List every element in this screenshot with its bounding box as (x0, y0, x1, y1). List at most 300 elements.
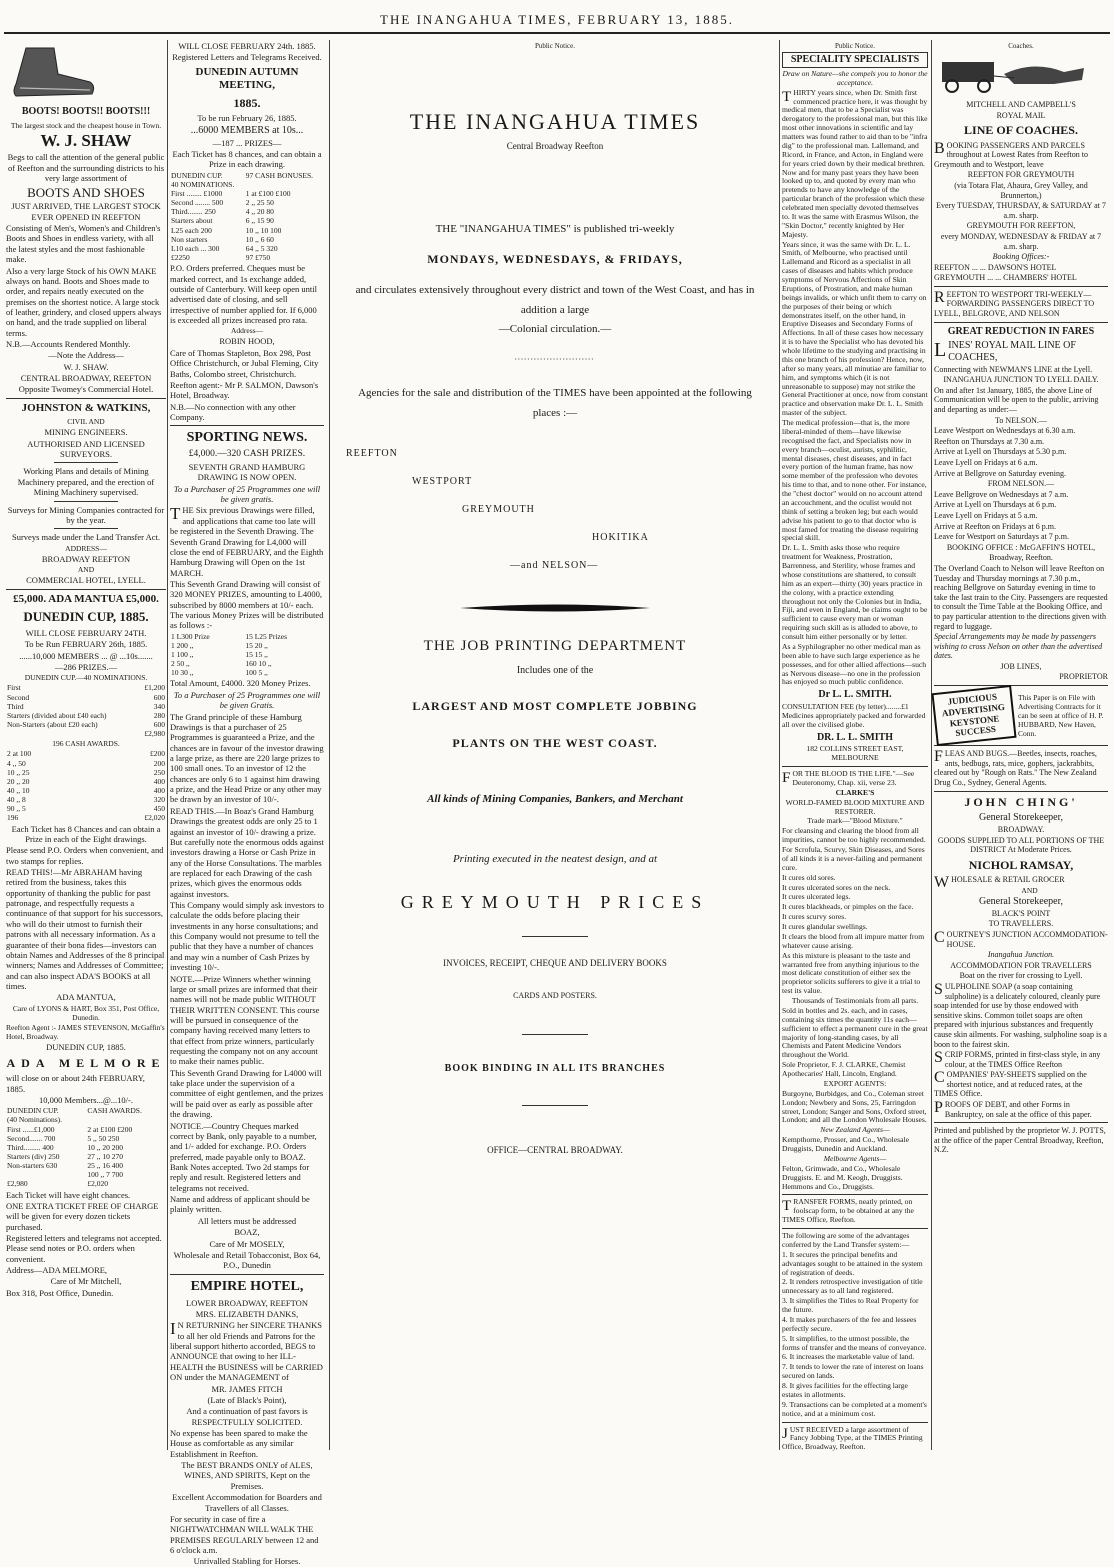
cell: 15 L25 Prizes (245, 631, 287, 641)
sn-read: READ THIS.—In Boaz's Grand Hamburg Drawings the greatest odds are only 25 to 1 against an investor of 10/- drawing a prize. But carefully note the enormous odds against investors drawing a Horse or Cash Prize in any of the Horse Consultations. The marbles are replaced for each Drawing of the cash prizes, which gives the enormous odds against investors. (170, 805, 324, 899)
list-item: It cures old sores. (782, 872, 836, 882)
dunedin-cup-heading: DUNEDIN CUP, 1885. (23, 609, 149, 625)
jw-surveys: Surveys for Mining Companies contracted for by the year. (7, 504, 165, 525)
am-addr: Address—ADA MELMORE, (6, 1265, 108, 1276)
cell: Second....... 700 (7, 1133, 56, 1143)
excellent: Excellent Accommodation for Boarders and Travellers of all Classes. (172, 1492, 322, 1513)
jw-address: ADDRESS— (65, 543, 107, 553)
table-row (6, 1143, 166, 1152)
cell: 196 (7, 813, 19, 823)
best: The BEST BRANDS ONLY of ALES, WINES, AND SPIRITS, Kept on the Premises. (181, 1460, 313, 1491)
job-plants: PLANTS ON THE WEST COAST. (452, 735, 658, 750)
consisting: Consisting of Men's, Women's and Children's Boots and Shoes in endless variety, with all the latest styles and the most fashionable make. (6, 223, 161, 265)
da-members: ...6000 MEMBERS at 10s... (190, 124, 304, 136)
empire-sub: LOWER BROADWAY, REEFTON (186, 1297, 308, 1308)
cell: Non-Starters (about £20 each) (7, 720, 98, 730)
clarke-prop: Sole Proprietor, F. J. CLARKE, Chemist Apothecaries' Hall, Lincoln, England. (782, 1060, 906, 1078)
cell: 10 ,, 6 60 (245, 234, 274, 244)
cell: 64 ,, 5 320 (245, 243, 278, 253)
fleas: FLEAS AND BUGS.—Beetles, insects, roaches, ants, bedbugs, rats, mice, gophers, jackrabbits, cleared out by "Rough on Rats." The New Zealand Drug Co., Sydney, General Agents. (934, 748, 1097, 788)
times-days: MONDAYS, WEDNESDAYS, & FRIDAYS, (427, 252, 683, 267)
fitch-late: (Late of Black's Point), (207, 1394, 287, 1405)
table-row (170, 668, 324, 677)
da-each: Each Ticket has 8 chances, and can obtain a Prize in each drawing. (172, 149, 322, 170)
cell: 2 ,, 25 50 (245, 198, 274, 208)
am-reg: Registered letters and telegrams not accepted. Please send notes or P.O. orders when convenient. (6, 1233, 162, 1264)
times-agencies: Agencies for the sale and distribution of the TIMES have been appointed at the following places :— (358, 387, 752, 419)
dc-care: Care of LYONS & HART, Box 351, Post Office, Dunedin. (12, 1003, 160, 1022)
cell: 27 ,, 10 270 (87, 1152, 124, 1161)
danks-body: IN RETURNING her SINCERE THANKS to all her old Friends and Patrons for the liberal support hitherto accorded, BEGS to ANNOUNCE that owing to her ILL-HEALTH the BUSINESS will be CARRIED ON under the MANAGEMENT of (170, 1319, 323, 1383)
dr-smith-addr: 182 COLLINS STREET EAST, MELBOURNE (806, 744, 904, 763)
divider (522, 1105, 588, 1106)
cell: 1 200 ,, (171, 640, 194, 650)
sn-care: Care of Mr MOSELY, (209, 1238, 285, 1249)
coach-illustration-icon (934, 54, 1094, 94)
divider (170, 1274, 324, 1275)
cell: Starters about (171, 216, 213, 226)
dc-closes: WILL CLOSE FEBRUARY 24TH. (25, 627, 147, 638)
empire-heading: EMPIRE HOTEL, (190, 1278, 304, 1294)
table-row (170, 253, 324, 262)
column-divider (167, 40, 168, 1450)
reefton-for-body: (via Totara Flat, Ahaura, Grey Valley, and Brunnerton,) (954, 180, 1088, 200)
job-cards: CARDS AND POSTERS. (513, 991, 597, 1001)
coaches-label: Coaches. (1008, 42, 1034, 50)
da-heading: DUNEDIN AUTUMN MEETING, (195, 65, 299, 92)
fitch-cont: And a continuation of past favors is RESPECTFULLY SOLICITED. (186, 1406, 308, 1427)
list-item: Leave Bellgrove on Wednesdays at 7 a.m. (934, 489, 1069, 499)
divider (6, 398, 166, 399)
cell: Second (7, 692, 30, 702)
cell: 400 (153, 786, 165, 795)
sn-all: All letters must be addressed (197, 1215, 297, 1226)
scrip-forms: SCRIP FORMS, printed in first-class style, in any colour, at the TIMES Office Reefton (934, 1049, 1101, 1069)
table-row (6, 1161, 166, 1170)
list-item: 8. It gives facilities for the effecting large estates in allotments. (782, 1381, 908, 1399)
nz-heading: New Zealand Agents— (820, 1125, 890, 1135)
list-item: 9. Transactions can be completed at a moment's notice, and at a minimum cost. (782, 1399, 927, 1418)
cell: 2 50 ,, (171, 659, 190, 669)
greymouth-prices: GREYMOUTH PRICES (400, 892, 710, 912)
reefton-for: REEFTON FOR GREYMOUTH (967, 170, 1075, 180)
list-item: It cures blackheads, or pimples on the face. (782, 902, 914, 912)
da-nb: N.B.—No connection with any other Company. (170, 401, 296, 422)
cell: Second ........ 500 (171, 198, 224, 208)
table-row (170, 235, 324, 244)
cell (245, 180, 324, 189)
connecting: Connecting with NEWMAN'S LINE at the Lyell. (934, 364, 1093, 374)
list-item: 6. It increases the marketable value of land. (782, 1352, 915, 1362)
royal-mail: ROYAL MAIL (996, 110, 1046, 120)
boot-illustration-icon (6, 44, 98, 100)
job-office: OFFICE—CENTRAL BROADWAY. (487, 1144, 623, 1155)
da-reg: Registered Letters and Telegrams Received. (172, 52, 322, 63)
table-row (6, 804, 166, 813)
sn-seventh: SEVENTH GRAND HAMBURG DRAWING IS NOW OPEN. (188, 462, 306, 483)
cell: 6 ,, 15 90 (245, 216, 274, 226)
nichol-heading: NICHOL RAMSAY, (968, 857, 1074, 872)
list-item: Leave Lyell on Fridays at 6 a.m. (934, 458, 1038, 467)
from-nelson: FROM NELSON.— (987, 479, 1055, 489)
da-care: Care of Thomas Stapleton, Box 298, Post Office Christchurch, or Jubal Fleming, City Baths, Colombo street, Christchurch. (170, 347, 319, 379)
list-item: Leave Westport on Wednesdays at 6.30 a.m. (934, 426, 1076, 436)
cell: Third........ 250 (171, 207, 216, 217)
dc-table-1 (6, 683, 166, 738)
table-row (6, 683, 166, 692)
boat: Boat on the river for crossing to Lyell. (959, 971, 1083, 981)
grey-for-body: every MONDAY, WEDNESDAY & FRIDAY at 7 a.m. sharp. (940, 231, 1102, 251)
table-row (6, 813, 166, 822)
junction-daily: INANGAHUA JUNCTION TO LYELL DAILY. (943, 375, 1099, 385)
nb-accounts: N.B.—Accounts Rendered Monthly. (6, 339, 131, 350)
da-prizes: —187 ... PRIZES— (212, 137, 282, 148)
divider (54, 501, 118, 502)
cell: L25 each 200 (171, 225, 212, 235)
cell: 97 CASH BONUSES. (245, 170, 314, 180)
list-item: It cures scurvy sores. (782, 912, 847, 922)
special: Special Arrangements may be made by passengers wishing to cross Nelson on other than the advertised dates. (934, 632, 1103, 661)
dc-run: To be Run FEBRUARY 26th, 1885. (24, 639, 148, 650)
cell: 40 ,, 8 (7, 795, 26, 805)
jw-commercial: COMMERCIAL HOTEL, LYELL. (26, 575, 146, 586)
cell: L10 each ... 300 (171, 243, 220, 253)
sn-principle: The Grand principle of these Hamburg Drawings is that a purchaser of 25 Programmes is guaranteed a Prize, and the chances are in favour of the investor drawing a large prize, as there are 220 large prizes to 100 small ones. To an investor of 12 the chances are only 6 to 1 against him drawing a prize, and the Head Prize or any other may be drawn by an investor of 10/-. (170, 711, 324, 805)
masthead-text: THE INANGAHUA TIMES, FEBRUARY 13, 1885. (380, 12, 734, 27)
ada-banner: £5,000. ADA MANTUA £5,000. (13, 592, 159, 605)
dc-members: ......10,000 MEMBERS ... @ ...10s....... (19, 650, 153, 661)
divider (522, 936, 588, 937)
sn-note: NOTE.—Prize Winners whether winning large or small prizes are informed that their names will not be made public WITHOUT THEIR WRITTEN CONSENT. This course will be pursued in consequence of the company having received many letters to that effect from prize winners, particularly requesting the company not on any account to make their names public. (170, 973, 320, 1067)
list-item: 2. It renders retrospective investigation of title unnecessary as to all land registered. (782, 1277, 923, 1296)
export-heading: EXPORT AGENTS: (823, 1078, 887, 1088)
sn-seventh2: This Seventh Grand Drawing for L4000 will take place under the supervision of a committee of eight gentlemen, and the prizes will be paid over as early as possible after the drawing. (170, 1067, 324, 1120)
cell (6, 1170, 86, 1179)
clarke-mixture: WORLD-FAMED BLOOD MIXTURE AND RESTORER. (785, 797, 925, 816)
da-table (170, 171, 324, 262)
office-2: GREYMOUTH ... ... CHAMBERS' HOTEL (934, 273, 1077, 283)
list-item: 4. It makes purchasers of the fee and lessees perfectly secure. (782, 1314, 917, 1333)
list-item: Arrive at Lyell on Thursdays at 6 p.m. (934, 500, 1057, 510)
companies-pay-sheets: COMPANIES' PAY-SHEETS supplied on the shortest notice, and at reduced rates, at the TIMES Office. (934, 1069, 1087, 1099)
am-care: Care of Mr Mitchell, (50, 1276, 122, 1287)
times-published: THE "INANGAHUA TIMES" is published tri-weekly (435, 223, 675, 236)
am-box: Box 318, Post Office, Dunedin. (6, 1287, 114, 1298)
job-invoices: INVOICES, RECEIPT, CHEQUE AND DELIVERY BOOKS (443, 957, 667, 968)
list-item: 1. It secures the principal benefits and advantages sought to be attained in the system of registration of deeds. (782, 1249, 923, 1277)
divider (782, 766, 928, 767)
divider (782, 1422, 928, 1423)
sn-company: This Company would simply ask investors to calculate the odds before placing their investments in any horse consultations; and this Company would not presume to tell the public that they have a number of chances and may win a number of Cash Prizes by investing 10/-. (170, 900, 324, 973)
cell: 5 ,, 50 250 (87, 1133, 120, 1143)
clarke-name: CLARKE'S (835, 787, 875, 797)
da-year: 1885. (233, 95, 261, 110)
table-row (170, 226, 324, 235)
dc-noms: DUNEDIN CUP.—40 NOMINATIONS. (24, 673, 148, 683)
table-row (170, 641, 324, 650)
times-circulates: and circulates extensively throughout every district and town of the West Coast, and has in addition a large (355, 283, 755, 316)
list-item: It clears the blood from all impure matter from whatever cause arising. (782, 931, 925, 950)
cell: 15 15 ,, (245, 650, 268, 660)
job-largest: LARGEST AND MOST COMPLETE JOBBING (412, 699, 698, 714)
cell: 200 (153, 758, 165, 768)
da-address: Address— (230, 326, 264, 336)
job-binding: BOOK BINDING IN ALL ITS BRANCHES (444, 1062, 666, 1074)
sporting-heading: SPORTING NEWS. (186, 430, 308, 446)
top-rule (4, 32, 1110, 34)
cell: DUNEDIN CUP. (7, 1106, 59, 1116)
table-row (170, 189, 324, 198)
cell: £200 (150, 749, 165, 759)
ching-broadway: BROADWAY. (997, 825, 1045, 835)
sulpholine: SULPHOLINE SOAP (a soap containing sulpholine) is a delicately coloured, cleanly pure soap intended for use by those endowed with sensitive skins. Common toilet soaps are often prepared with injurious substances and frequently cause skin ailments. For washing, sulpholine soap is a boon to the fairest skin. (934, 980, 1107, 1049)
fitch: MR. JAMES FITCH (211, 1383, 283, 1394)
sn-purchaser: To a Purchaser of 25 Programmes one will be given gratis. (173, 483, 321, 505)
table-row (6, 720, 166, 729)
table-row (170, 207, 324, 216)
am-members: 10,000 Members...@...10/-. (39, 1094, 133, 1105)
booking-body: BOOKING PASSENGERS AND PARCELS throughout at Lowest Rates from Reefton to Greymouth and to Westport, leave (934, 139, 1088, 169)
cell (86, 1115, 166, 1124)
da-agent: Reefton agent:- Mr P. SALMON, Dawson's Hotel, Broadway. (170, 379, 319, 401)
proprietor: PROPRIETOR (1059, 672, 1108, 682)
note-address: —Note the Address— (48, 350, 124, 361)
divider (782, 1194, 928, 1195)
pen-flourish-icon (455, 599, 655, 617)
cell: 20 ,, 20 (7, 776, 30, 786)
list-item: 7. It tends to lower the rate of interest on loans secured on lands. (782, 1362, 924, 1381)
dr-consult: CONSULTATION FEE (by letter)........£1 Medicines appropriately packed and forwarded all over the civilised globe. (782, 701, 926, 729)
cell: 4 ,, 20 80 (245, 207, 274, 217)
da-robin: ROBIN HOOD, (219, 336, 275, 347)
cell: Third (7, 701, 24, 711)
judicious-badge: JUDICIOUS ADVERTISING KEYSTONE SUCCESS (931, 685, 1016, 746)
security: For security in case of fire a NIGHTWATCHMAN WILL WALK THE PREMISES REGULARLY between 12 and 6 o'clock a.m. (170, 1513, 319, 1555)
cell: (40 Nominations). (7, 1115, 62, 1125)
overland: The Overland Coach to Nelson will leave Reefton on Tuesday and Thursday mornings at 7.30 p.m., reaching Bellgrove on Saturday evening in time to take the last train to the City. Passengers are requested to consult the Time Table at the Booking Office, and to pay particular attention to the directions given with regard to luggage. (934, 563, 1108, 631)
cell: £2,020 (87, 1179, 109, 1189)
table-row (6, 1106, 166, 1115)
cell: 2 at £100 £200 (87, 1124, 133, 1134)
cell: 1 100 ,, (171, 650, 194, 660)
nz-list: Kempthorne, Prosser, and Co., Wholesale Druggists, Dunedin and Auckland. (782, 1135, 909, 1153)
table-row (170, 659, 324, 668)
shaw-intro: Begs to call the attention of the general public of Reefton and the surrounding districts to his very large assortment of (7, 152, 165, 184)
table-row (6, 711, 166, 720)
da-po: P.O. Orders preferred. Cheques must be marked correct, and 1s exchange added, outside of Canterbury. Will keep open until advertised date of closing, and sell irrespective of number applied for. If 6,000 is exceeded all prizes increased pro rata. (170, 263, 317, 325)
list-item: It cures ulcerated sores on the neck. (782, 882, 891, 892)
on-and-after: On and after 1st January, 1885, the above Line of Communication will be open to the public, arriving and departing as under:— (934, 385, 1099, 415)
divider (6, 589, 166, 590)
line-of-coaches: LINE OF COACHES. (964, 123, 1078, 138)
column-2 (170, 40, 324, 1567)
am-each: Each Ticket will have eight chances. (6, 1189, 131, 1200)
cell: Third......... 400 (7, 1142, 54, 1152)
cell: 40 NOMINATIONS. (171, 179, 235, 189)
jw-civil: CIVIL AND (67, 417, 105, 427)
table-row (6, 795, 166, 804)
masthead (0, 0, 1114, 36)
dc-agent: Reefton Agent :- JAMES STEVENSON, McGaffin's Hotel, Broadway. (6, 1022, 165, 1042)
list-item: 3. It simplifies the Titles to Real Property for the future. (782, 1296, 919, 1314)
times-colonial: —Colonial circulation.— (498, 323, 612, 336)
cell: 90 ,, 5 (7, 804, 26, 814)
cell: 250 (153, 767, 165, 777)
cell: 15 20 ,, (245, 640, 268, 650)
booking-office: BOOKING OFFICE : McGAFFIN'S HOTEL, (946, 542, 1096, 552)
printed-by: Printed and published by the proprietor W. J. POTTS, at the office of the paper Central Broadway, Reefton, N.Z. (934, 1126, 1106, 1155)
cell: 600 (153, 692, 165, 702)
column-5 (934, 40, 1108, 1450)
column-divider (931, 40, 932, 1450)
sn-whole: Wholesale and Retail Tobacconist, Box 64, P.O., Dunedin (173, 1249, 321, 1271)
cell: Starters (div) 250 (7, 1152, 60, 1161)
spec-body-1: THIRTY years since, when Dr. Smith first commenced practice here, it was thought by medical men, that to be a Specialist was derogatory to the professional man, but this like most other innovations in scientific and lay matters was found rather to aid than to be "infra dig" to the professional man. Lallemand, and Ricord, in France, and Acton, in England were for years cried down by their medical brethren. Now and for many past years they have been looked up to, and quoted by every man who pretends to have any knowledge of the particular branch of the profession which these celebrated men specially devoted themselves to. It was the same with Erasmus Wilson, the "Skin Doctor," recently knighted by Her Majesty. (782, 87, 928, 239)
table-row (6, 1152, 166, 1161)
column-1 (6, 40, 166, 1450)
table-row (6, 777, 166, 786)
clarke-thousands: Thousands of Testimonials from all parts. (791, 996, 919, 1005)
jw-land: Surveys made under the Land Transfer Act. (11, 532, 160, 543)
column-3 (334, 40, 776, 1450)
list-item: Arrive at Lyell on Thursdays at 5.30 p.m. (934, 447, 1067, 457)
cell: 25 ,, 16 400 (87, 1161, 124, 1171)
cell: £2,020 (144, 813, 165, 823)
cell: 40 ,, 10 (7, 786, 30, 795)
draw-nature: Draw on Nature—she compels you to honor the acceptance. (782, 68, 928, 87)
am-close: will close on or about 24th FEBRUARY, 1885. (6, 1073, 145, 1094)
table-row (6, 702, 166, 711)
public-notice-label: Public Notice. (834, 42, 876, 50)
to-travellers: TO TRAVELLERS. (988, 919, 1054, 929)
list-item: It cures glandular swellings. (782, 922, 868, 931)
sn-table (170, 632, 324, 678)
cell: 10 ,, 10 100 (245, 225, 282, 235)
table-row (170, 650, 324, 659)
paper-on-file: This Paper is on File with Advertising Contracts for it can be seen at office of H. P. HUBBARD, New Haven, Conn. (1018, 693, 1104, 739)
dc-prizes: —286 PRIZES.— (54, 661, 118, 672)
sn-body: THE Six previous Drawings were filled, and applications that came too late will be registered in the Seventh Drawing. The Seventh Grand Drawing for L4,000 will close the end of FEBRUARY, and the Eighth Hamburg Drawing will Open on the 1st MARCH. (170, 504, 324, 578)
jw-auth: AUTHORISED AND LICENSED SURVEYORS. (27, 438, 145, 460)
cell: Non starters (171, 234, 208, 244)
divider (934, 322, 1108, 323)
table-row (6, 1115, 166, 1124)
dc-cup2: DUNEDIN CUP, 1885. (46, 1042, 126, 1053)
boots-heading: BOOTS! BOOTS!! BOOTS!!! (21, 106, 151, 118)
sn-name: Name and address of applicant should be plainly written. (170, 1194, 310, 1215)
job-heading: THE JOB PRINTING DEPARTMENT (423, 637, 687, 654)
table-row (6, 729, 166, 738)
also: Also a very large Stock of his OWN MAKE always on hand. Boots and Shoes made to order, and repairs neatly executed on the premises on the shortest notice. A large stock of leather, grindery, and closed uppers always on hand, and the trade supplied on liberal terms. (6, 265, 162, 338)
weekly: REEFTON TO WESTPORT TRI-WEEKLY—FORWARDING PASSENGERS DIRECT TO LYELL, BELGROVE, AND NELSON (934, 288, 1095, 319)
list-item: Arrive at Bellgrove on Saturday evening. (934, 468, 1066, 478)
place-westport: WESTPORT (412, 475, 473, 487)
every: Every TUESDAY, THURSDAY, & SATURDAY at 7 a.m. sharp. (936, 201, 1106, 220)
jw-mining: MINING ENGINEERS. (44, 427, 128, 438)
lines-royal-mail: LINES' ROYAL MAIL LINE OF COACHES, (934, 338, 1076, 363)
table-row (170, 180, 324, 189)
clarke-cleansing: For cleansing and clearing the blood from all impurities, cannot be too highly recommended. (782, 826, 926, 845)
list-item: Reefton on Thursdays at 7.30 a.m. (934, 436, 1045, 446)
sn-consist: This Seventh Grand Drawing will consist of 320 MONEY PRIZES, amounting to L4000, subscribed by 8000 members at 10/- each. The various Money Prizes will be distributed as follows :- (170, 578, 324, 631)
times-sub: Central Broadway Reefton (506, 141, 604, 152)
dc-each: Each Ticket has 8 Chances and can obtain a Prize in each of the Eight drawings. (11, 823, 161, 844)
jw-and: AND (77, 565, 95, 575)
table-row (6, 759, 166, 768)
address-opp: Opposite Twomey's Commercial Hotel. (18, 384, 154, 395)
sn-total: Total Amount, £4000. 320 Money Prizes. (170, 678, 311, 689)
cell (6, 729, 137, 738)
place-greymouth: GREYMOUTH (462, 504, 535, 516)
sn-notice: NOTICE.—Country Cheques marked correct by Bank, only payable to a number, and 1/- added for exchange. P.O. Orders preferred, made payable only to BOAZ. Bank Notes accepted. Two 2d stamps for reply and result. Registered letters and telegrams not received. (170, 1120, 317, 1193)
ms-name: MITCHELL AND CAMPBELL'S (966, 99, 1076, 109)
blood-heading: FOR THE BLOOD IS THE LIFE."—See Deuteronomy, Chap. xii, verse 23. (782, 769, 915, 787)
divider (934, 685, 1108, 686)
divider (934, 745, 1108, 746)
column-divider (779, 40, 780, 1450)
dc-send: Please send P.O. Orders when convenient, and two stamps for replies. (6, 845, 164, 866)
cell: £2,980 (7, 1179, 28, 1189)
am-table (6, 1106, 166, 1188)
divider (54, 528, 118, 529)
times-title: THE INANGAHUA TIMES (409, 108, 701, 134)
speciality-heading: SPECIALITY SPECIALISTS (782, 52, 928, 68)
cell: £1,200 (144, 683, 165, 693)
public-notice-label: Public Notice. (534, 42, 576, 50)
accommodation: ACCOMMODATION FOR TRAVELLERS (950, 960, 1092, 970)
da-run: To be run February 26, 1885. (197, 113, 297, 124)
just-received: JUST RECEIVED a large assortment of Fancy Jobbing Type, at the TIMES Printing Office, Broadway, Reefton. (782, 1424, 923, 1452)
cell: Non-starters 630 (7, 1161, 58, 1171)
column-divider (329, 40, 330, 1450)
nichol-and: AND (1021, 885, 1038, 895)
divider (522, 1034, 588, 1035)
table-row (170, 244, 324, 253)
dc-read: READ THIS!—Mr ABRAHAM having retired from the business, takes this opportunity of thanking the public for past patronage, and respectfully requests a continuance of that support for his successors, who will do their utmost to furnish their patrons with all necessary information. As a guarantee of their bona fides—investors can obtain Names and Addresses of the 8 principal winners; Names and Addresses of Committee; and can also inspect ADA'S BOOKS at all times. (6, 867, 165, 991)
grey-for: GREYMOUTH FOR REEFTON, (966, 221, 1076, 231)
job-lines: JOB LINES, (1000, 661, 1042, 671)
column-4 (782, 40, 928, 1450)
table-row (170, 216, 324, 225)
table-row (6, 768, 166, 777)
courtney: COURTNEY'S JUNCTION ACCOMMODATION-HOUSE. (934, 928, 1108, 949)
table-row (6, 1179, 166, 1188)
to-nelson: To NELSON.— (995, 415, 1047, 425)
cell: £2,980 (144, 729, 165, 739)
cell: 600 (153, 720, 165, 730)
clarke-sold: Sold in bottles and 2s. each, and in cases, containing six times the quantity 11s each—sufficient to effect a permanent cure in the great majority of long-standing cases, by all Chemists and Patent Medicine Vendors throughout the World. (782, 1005, 928, 1060)
cell: 340 (153, 701, 165, 711)
shaw-name: W. J. SHAW (40, 130, 132, 150)
nichol-store: General Storekeeper, (979, 895, 1063, 907)
divider (782, 1228, 928, 1229)
dc-ada: ADA MANTUA, (56, 992, 116, 1003)
stabling: Unrivalled Stabling for Horses. (193, 1556, 301, 1567)
table-row (6, 1134, 166, 1143)
cell: 2 at 100 (7, 749, 32, 759)
cell: Starters (divided about £40 each) (7, 710, 107, 720)
sn-purchaser2: To a Purchaser of 25 Programmes one will be given Gratis. (173, 689, 321, 711)
dr-smith-name: Dr L. L. SMITH. (818, 689, 892, 701)
cell: First (7, 683, 21, 693)
cell: £2250 (171, 253, 190, 263)
jw-plans: Working Plans and details of Mining Machinery prepared, and the erection of Mining Machinery supervised. (17, 466, 155, 498)
cell: 320 (153, 795, 165, 805)
cell: 450 (153, 804, 165, 814)
place-reefton: REEFTON (346, 447, 398, 459)
cell: 10 ,, 25 (7, 767, 30, 777)
export-list: Burgoyne, Burbidges, and Co., Coleman street London; Newbery and Sons, 25, Farringdon street, London; Sanger and Sons, Oxford street, London; and all the London Wholesale Houses. (782, 1088, 927, 1125)
